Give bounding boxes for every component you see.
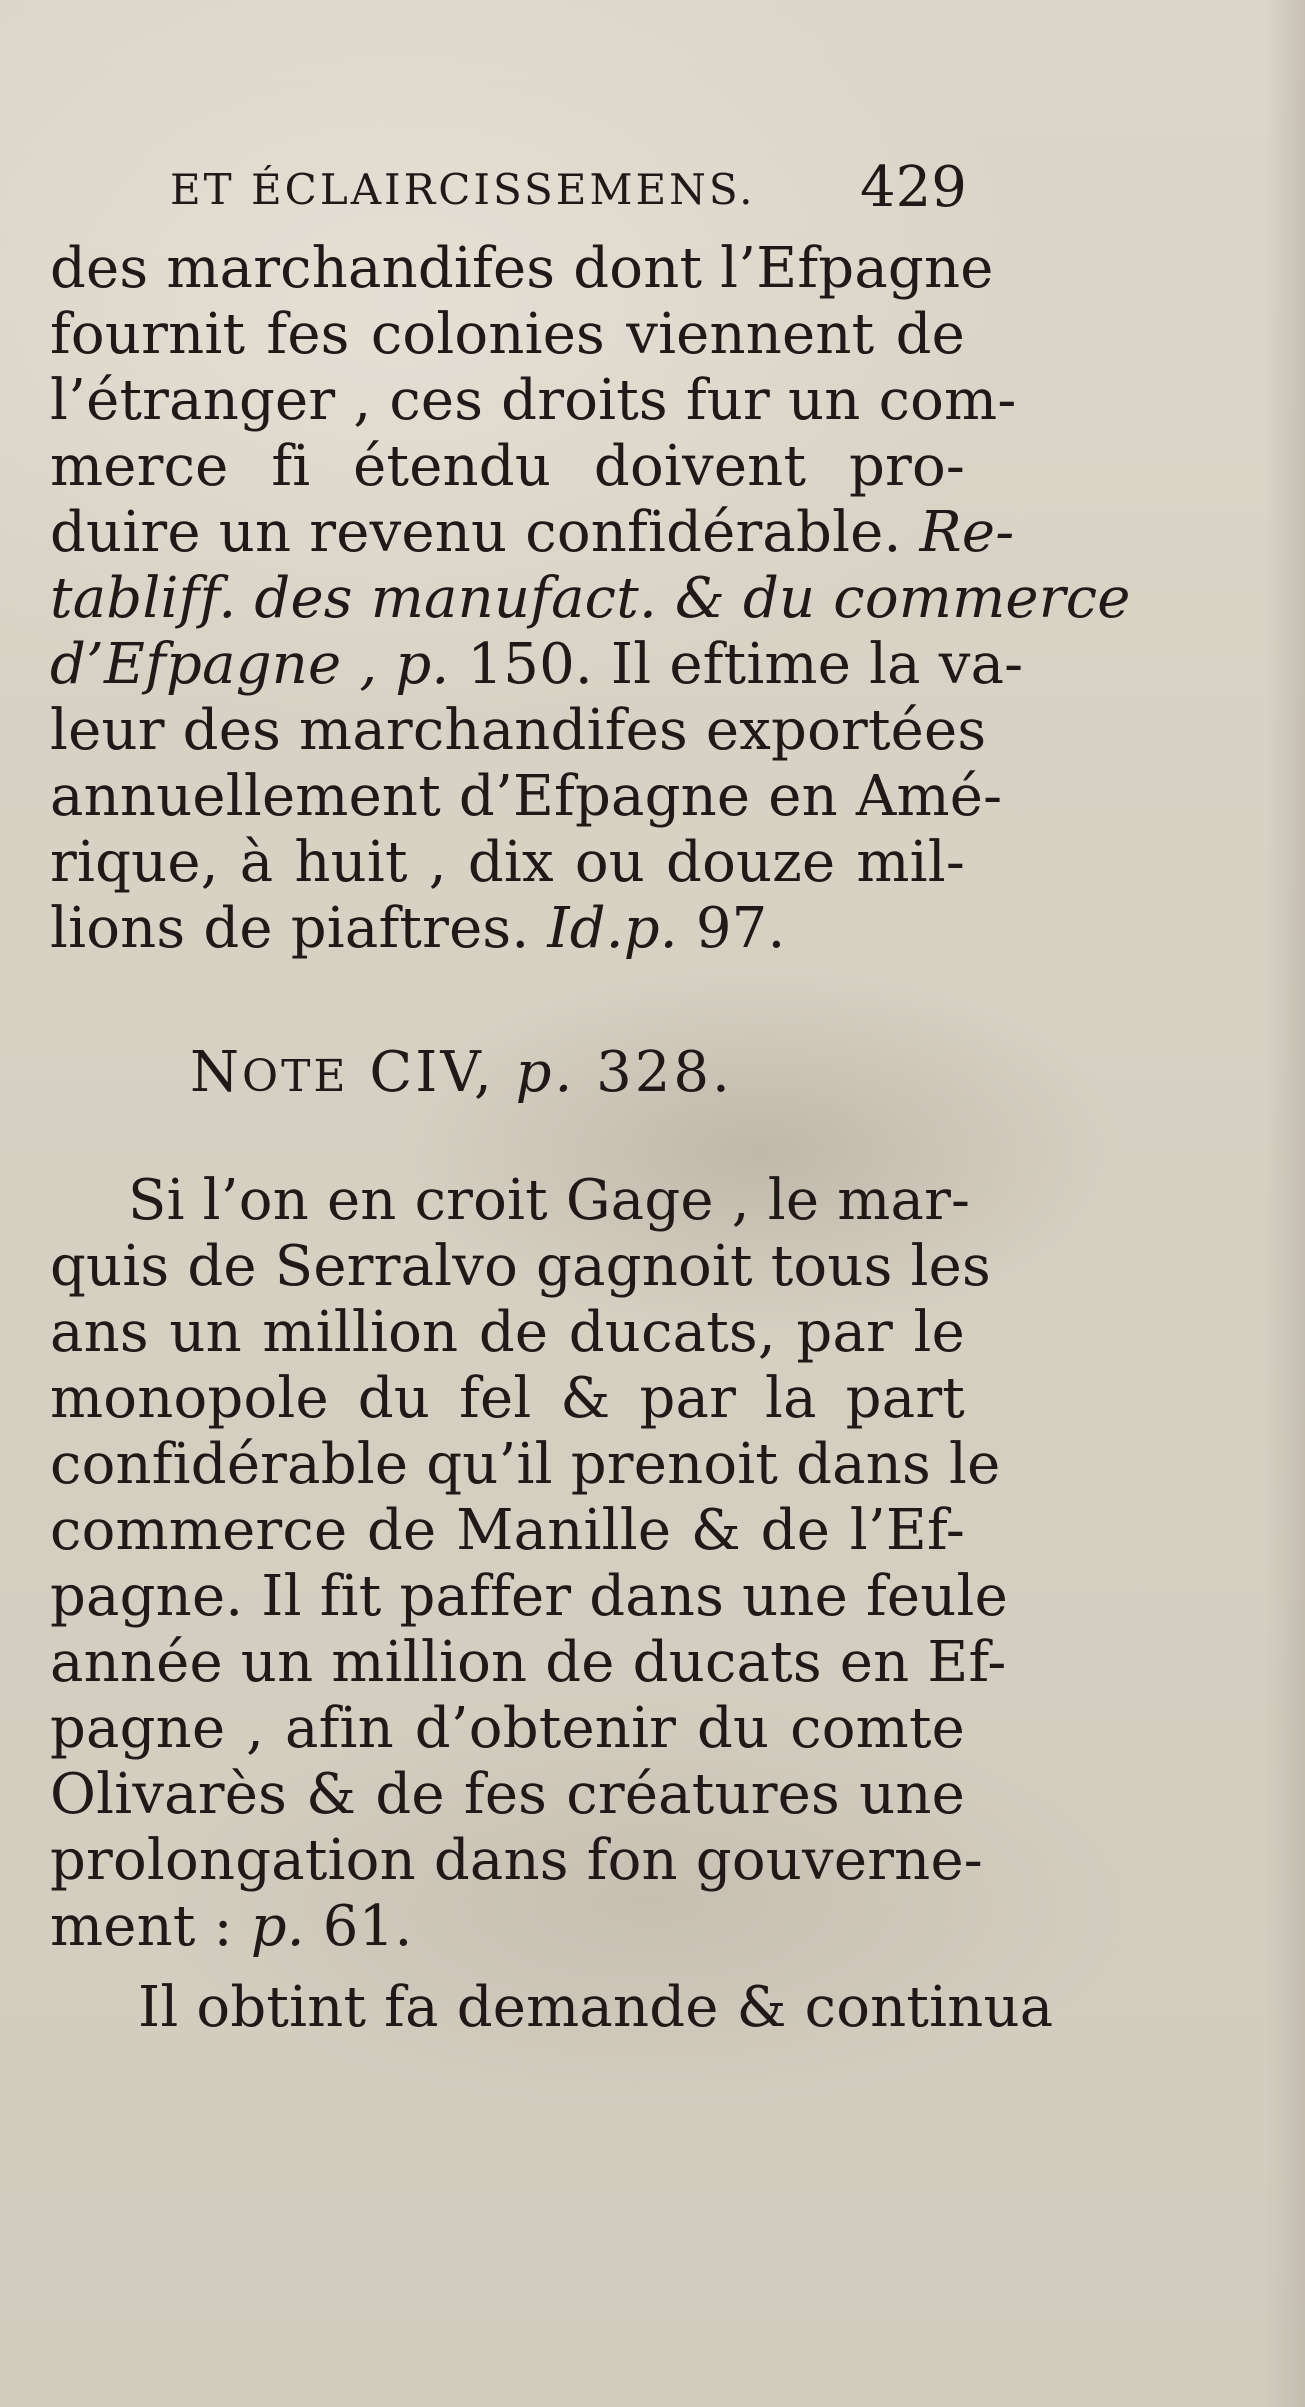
italic-span: Id.p.: [547, 896, 678, 961]
text-line: année un million de ducats en Ef-: [50, 1630, 1007, 1695]
text-line: l’étranger , ces droits fur un com-: [50, 368, 1017, 433]
text-span: 150. Il eftime la va-: [467, 632, 1024, 697]
text-line: quis de Serralvo gagnoit tous les: [50, 1234, 991, 1299]
text-line: [50, 896, 965, 962]
text-line: pagne , afin d’obtenir du comte: [50, 1696, 965, 1761]
heading-roman: CIV,: [369, 1040, 495, 1105]
text-line: [50, 632, 1024, 698]
header-title: ET ÉCLAIRCISSEMENS.: [170, 165, 756, 214]
text-line: [50, 500, 1015, 566]
text-line: Il obtint fa demande & continua: [138, 1975, 1054, 2040]
page-number: 429: [860, 155, 967, 220]
text-line: pagne. Il fit paffer dans une feule: [50, 1564, 1008, 1629]
text-line: confidérable qu’il prenoit dans le: [50, 1432, 1001, 1497]
note-heading: [190, 1040, 733, 1110]
text-line: rique, à huit , dix ou douze mil-: [50, 830, 965, 895]
heading-page: 328.: [596, 1040, 733, 1105]
text-line: Si l’on en croit Gage , le mar-: [128, 1168, 971, 1233]
text-span: 97.: [695, 896, 786, 961]
text-line: ans un million de ducats, par le: [50, 1300, 965, 1365]
text-line: annuellement d’Efpagne en Amé-: [50, 764, 1003, 829]
italic-span: p.: [250, 1894, 305, 1959]
heading-small-caps: OTE: [242, 1051, 349, 1102]
heading-initial: N: [190, 1040, 242, 1105]
text-span: ment :: [50, 1894, 233, 1959]
italic-span: d’Efpagne , p.: [50, 632, 450, 697]
text-line: leur des marchandifes exportées: [50, 698, 987, 763]
heading-italic: p.: [515, 1040, 576, 1105]
text-span: 61.: [322, 1894, 413, 1959]
text-span: lions de piaftres.: [50, 896, 530, 961]
text-line: commerce de Manille & de l’Ef-: [50, 1498, 965, 1563]
text-line: prolongation dans fon gouverne-: [50, 1828, 983, 1893]
text-line: Olivarès & de fes créatures une: [50, 1762, 965, 1827]
text-line: des marchandifes dont l’Efpagne: [50, 236, 994, 301]
text-line: tabliff. des manufact. & du commerce: [50, 566, 1131, 631]
text-line: [50, 1894, 965, 1960]
text-line: merce fi étendu doivent pro-: [50, 434, 965, 499]
running-header: [170, 155, 970, 220]
text-span: duire un revenu confidérable.: [50, 500, 902, 565]
italic-span: Re-: [919, 500, 1015, 565]
text-line: monopole du fel & par la part: [50, 1366, 965, 1431]
text-line: fournit fes colonies viennent de: [50, 302, 965, 367]
